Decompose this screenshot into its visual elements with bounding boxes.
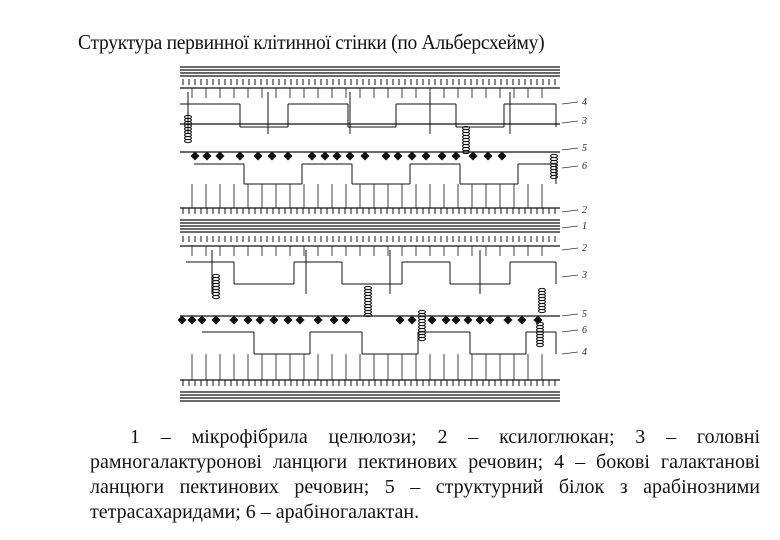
arabinose-tetrasaccharide	[421, 151, 430, 160]
arabinose-tetrasaccharide	[215, 151, 224, 160]
arabinose-tetrasaccharide	[451, 315, 460, 324]
arabinose-tetrasaccharide	[211, 315, 220, 324]
diagram-labels	[562, 97, 587, 358]
arabinose-tetrasaccharide	[393, 151, 402, 160]
arabinogalactan-coil	[539, 309, 546, 312]
arabinose-tetrasaccharide	[197, 315, 206, 324]
top-leader	[562, 226, 578, 228]
arabinose-tetrasaccharide	[187, 315, 196, 324]
arabinose-tetrasaccharide	[475, 315, 484, 324]
arabinose-tetrasaccharide	[407, 315, 416, 324]
bottom-label: 4	[582, 347, 587, 358]
top-label: 1	[582, 221, 587, 232]
caption-line-1: 1 – мікрофібрила целюлози; 2 – ксилоглюкан; 3 – головні	[130, 426, 760, 448]
arabinose-tetrasaccharide	[497, 151, 506, 160]
arabinose-tetrasaccharide	[437, 151, 446, 160]
arabinogalactan-coil	[185, 139, 192, 142]
arabinose-tetrasaccharide	[202, 151, 211, 160]
arabinose-tetrasaccharide	[229, 315, 238, 324]
arabinose-tetrasaccharide	[190, 151, 199, 160]
top-leader	[562, 102, 578, 104]
top-label: 6	[582, 161, 587, 172]
arabinose-tetrasaccharide	[313, 315, 322, 324]
bottom-label: 3	[582, 270, 587, 281]
arabinose-tetrasaccharide	[483, 151, 492, 160]
top-leader	[562, 148, 578, 150]
arabinose-tetrasaccharide	[295, 315, 304, 324]
arabinose-tetrasaccharide	[253, 151, 262, 160]
arabinose-tetrasaccharide	[441, 315, 450, 324]
arabinose-tetrasaccharide	[177, 315, 186, 324]
arabinose-tetrasaccharide	[235, 151, 244, 160]
arabinose-tetrasaccharide	[533, 315, 542, 324]
wall-structure	[177, 67, 560, 401]
arabinose-tetrasaccharide	[243, 315, 252, 324]
cell-wall-diagram	[150, 62, 630, 414]
arabinose-tetrasaccharide	[269, 315, 278, 324]
caption-line-4: тетрасахаридами; 6 – арабіногалактан.	[90, 501, 420, 523]
arabinose-tetrasaccharide	[463, 315, 472, 324]
top-leader	[562, 166, 578, 168]
bottom-leader	[562, 330, 578, 332]
caption-line-3: ланцюги пектинових речовин; 5 – структурний білок з арабінозними	[90, 476, 760, 498]
arabinose-tetrasaccharide	[320, 151, 329, 160]
top-label: 4	[582, 97, 587, 108]
arabinose-tetrasaccharide	[503, 315, 512, 324]
bottom-label: 5	[582, 309, 587, 320]
arabinose-tetrasaccharide	[332, 151, 341, 160]
arabinose-tetrasaccharide	[283, 151, 292, 160]
bottom-leader	[562, 352, 578, 354]
top-leader	[562, 121, 578, 123]
arabinose-tetrasaccharide	[267, 151, 276, 160]
arabinose-tetrasaccharide	[283, 315, 292, 324]
bottom-label: 2	[582, 243, 587, 254]
arabinose-tetrasaccharide	[395, 315, 404, 324]
arabinogalactan-coil	[419, 337, 426, 340]
top-label: 2	[582, 205, 587, 216]
arabinose-tetrasaccharide	[468, 151, 477, 160]
top-leader	[562, 210, 578, 212]
arabinose-tetrasaccharide	[381, 151, 390, 160]
arabinose-tetrasaccharide	[360, 151, 369, 160]
bottom-label: 6	[582, 325, 587, 336]
arabinose-tetrasaccharide	[407, 151, 416, 160]
arabinose-tetrasaccharide	[307, 151, 316, 160]
bottom-leader	[562, 314, 578, 316]
top-label: 5	[582, 143, 587, 154]
diagram-title: Структура первинної клітинної стінки (по Альберсхейму)	[78, 30, 545, 54]
arabinogalactan-coil	[213, 295, 220, 298]
bottom-leader	[562, 275, 578, 277]
arabinogalactan-coil	[537, 343, 544, 346]
figure-caption	[90, 425, 760, 525]
arabinose-tetrasaccharide	[517, 315, 526, 324]
arabinose-tetrasaccharide	[427, 315, 436, 324]
arabinose-tetrasaccharide	[255, 315, 264, 324]
arabinose-tetrasaccharide	[345, 151, 354, 160]
arabinose-tetrasaccharide	[329, 315, 338, 324]
bottom-leader	[562, 248, 578, 250]
top-label: 3	[582, 116, 587, 127]
arabinose-tetrasaccharide	[485, 315, 494, 324]
arabinose-tetrasaccharide	[341, 315, 350, 324]
arabinose-tetrasaccharide	[451, 151, 460, 160]
caption-line-2: рамногалактуронові ланцюги пектинових речовин; 4 – бокові галактанові	[90, 451, 760, 473]
